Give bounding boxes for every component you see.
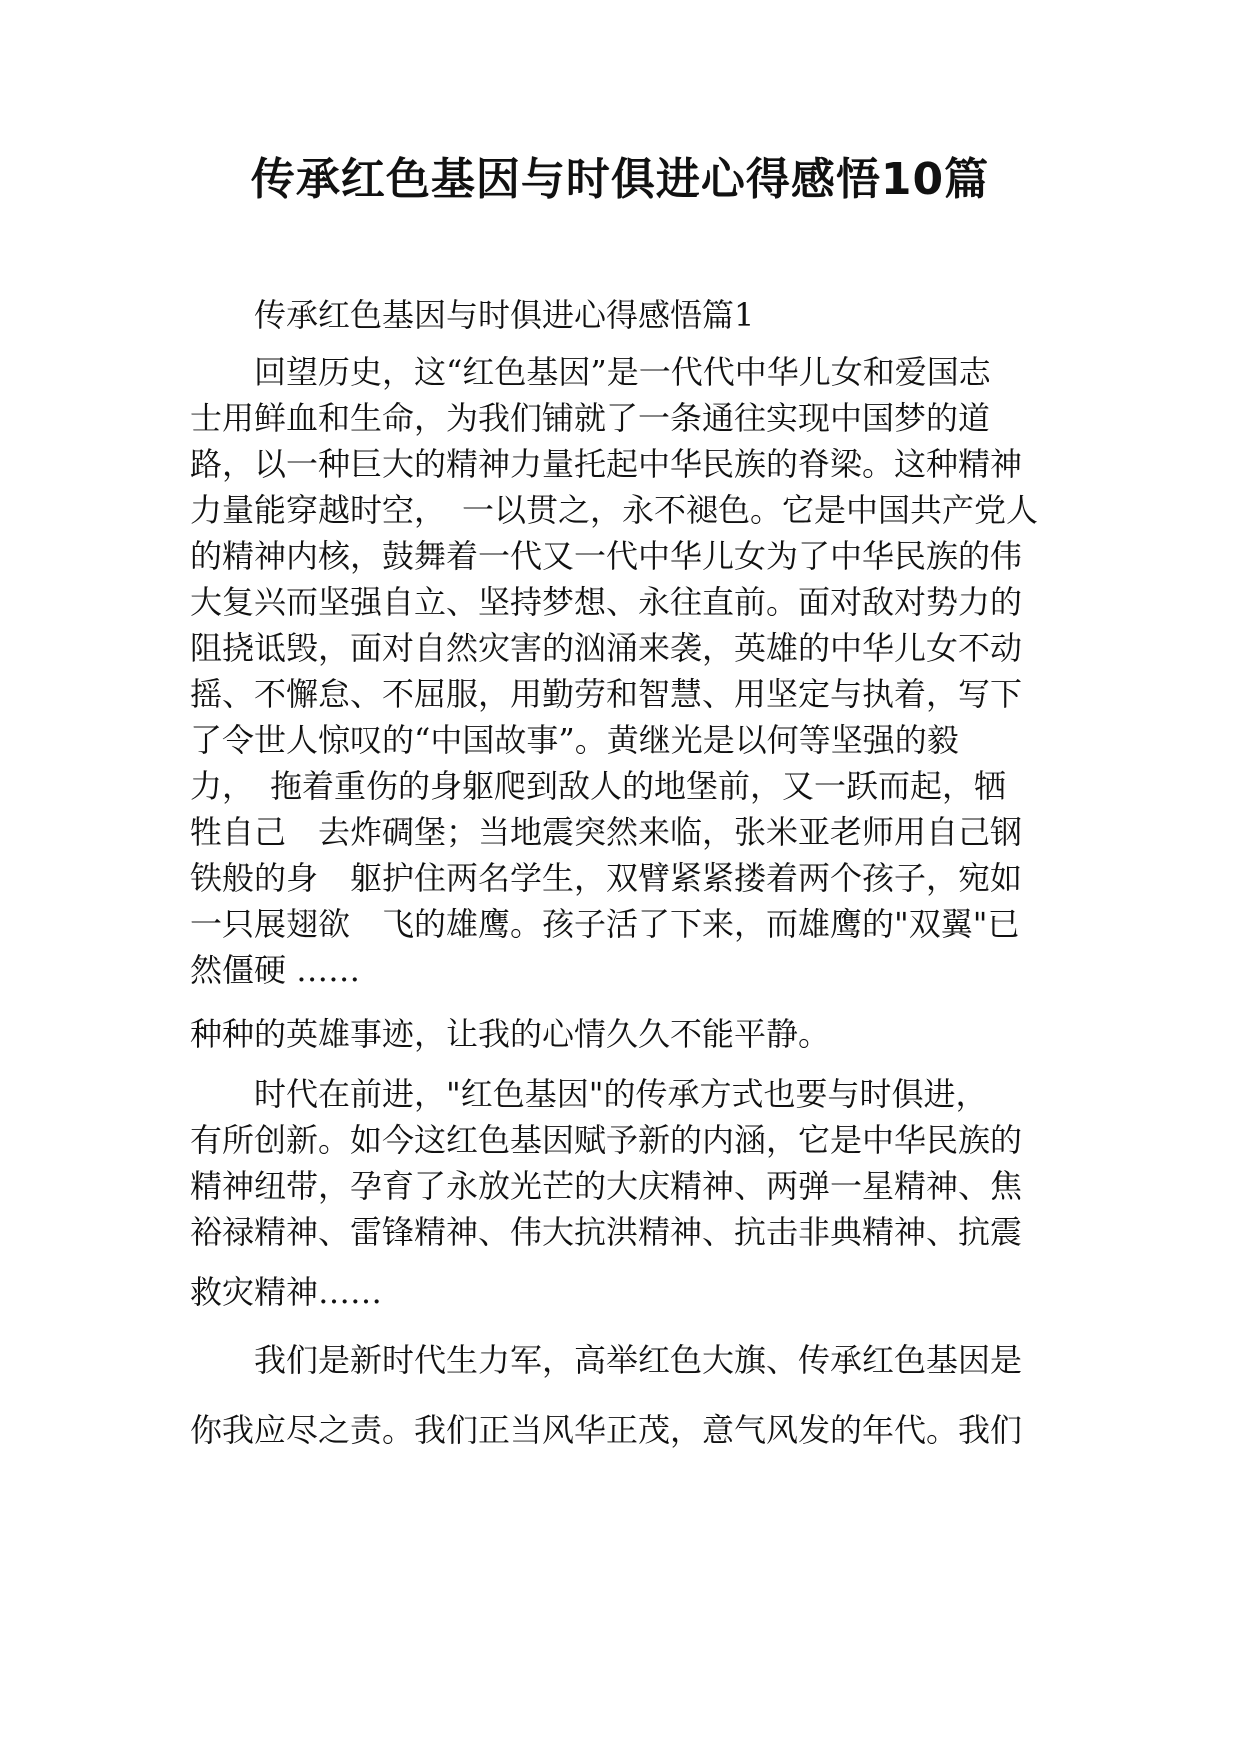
text-line: 一只展翅欲 飞的雄鹰。孩子活了下来，而雄鹰的"双翼"已	[190, 905, 1020, 943]
text-line: 力， 拖着重伤的身躯爬到敌人的地堡前，又一跃而起，牺	[190, 767, 1007, 805]
text-line: 士用鲜血和生命，为我们铺就了一条通往实现中国梦的道	[190, 399, 991, 437]
text-line: 力量能穿越时空， 一以贯之，永不褪色。它是中国共产党人	[190, 491, 1039, 529]
text-line: 大复兴而坚强自立、坚持梦想、永往直前。面对敌对势力的	[190, 583, 1023, 621]
text-line: 回望历史，这“红色基因”是一代代中华儿女和爱国志	[254, 353, 991, 391]
text-line: 有所创新。如今这红色基因赋予新的内涵，它是中华民族的	[190, 1121, 1023, 1159]
text-line: 我们是新时代生力军，高举红色大旗、传承红色基因是	[254, 1341, 1023, 1379]
section-heading: 传承红色基因与时俱进心得感悟篇1	[254, 296, 755, 334]
text-line: 裕禄精神、雷锋精神、伟大抗洪精神、抗击非典精神、抗震	[190, 1213, 1023, 1251]
document-title: 传承红色基因与时俱进心得感悟10篇	[250, 154, 990, 205]
text-line: 精神纽带，孕育了永放光芒的大庆精神、两弹一星精神、焦	[190, 1167, 1023, 1205]
text-line: 的精神内核，鼓舞着一代又一代中华儿女为了中华民族的伟	[190, 537, 1023, 575]
text-line: 你我应尽之责。我们正当风华正茂，意气风发的年代。我们	[190, 1411, 1023, 1449]
text-line: 阻挠诋毁，面对自然灾害的汹涌来袭，英雄的中华儿女不动	[190, 629, 1023, 667]
text-line: 了令世人惊叹的“中国故事”。黄继光是以何等坚强的毅	[190, 721, 959, 759]
text-line: 救灾精神……	[190, 1273, 383, 1311]
text-line: 时代在前进，"红色基因"的传承方式也要与时俱进，	[254, 1075, 988, 1113]
text-line: 然僵硬 ……	[190, 951, 361, 989]
text-line: 铁般的身 躯护住两名学生，双臂紧紧搂着两个孩子，宛如	[190, 859, 1023, 897]
text-line: 牲自己 去炸碉堡；当地震突然来临，张米亚老师用自己钢	[190, 813, 1023, 851]
text-line: 路，以一种巨大的精神力量托起中华民族的脊梁。这种精神	[190, 445, 1023, 483]
text-line: 摇、不懈怠、不屈服，用勤劳和智慧、用坚定与执着，写下	[190, 675, 1023, 713]
text-line: 种种的英雄事迹，让我的心情久久不能平静。	[190, 1015, 831, 1053]
